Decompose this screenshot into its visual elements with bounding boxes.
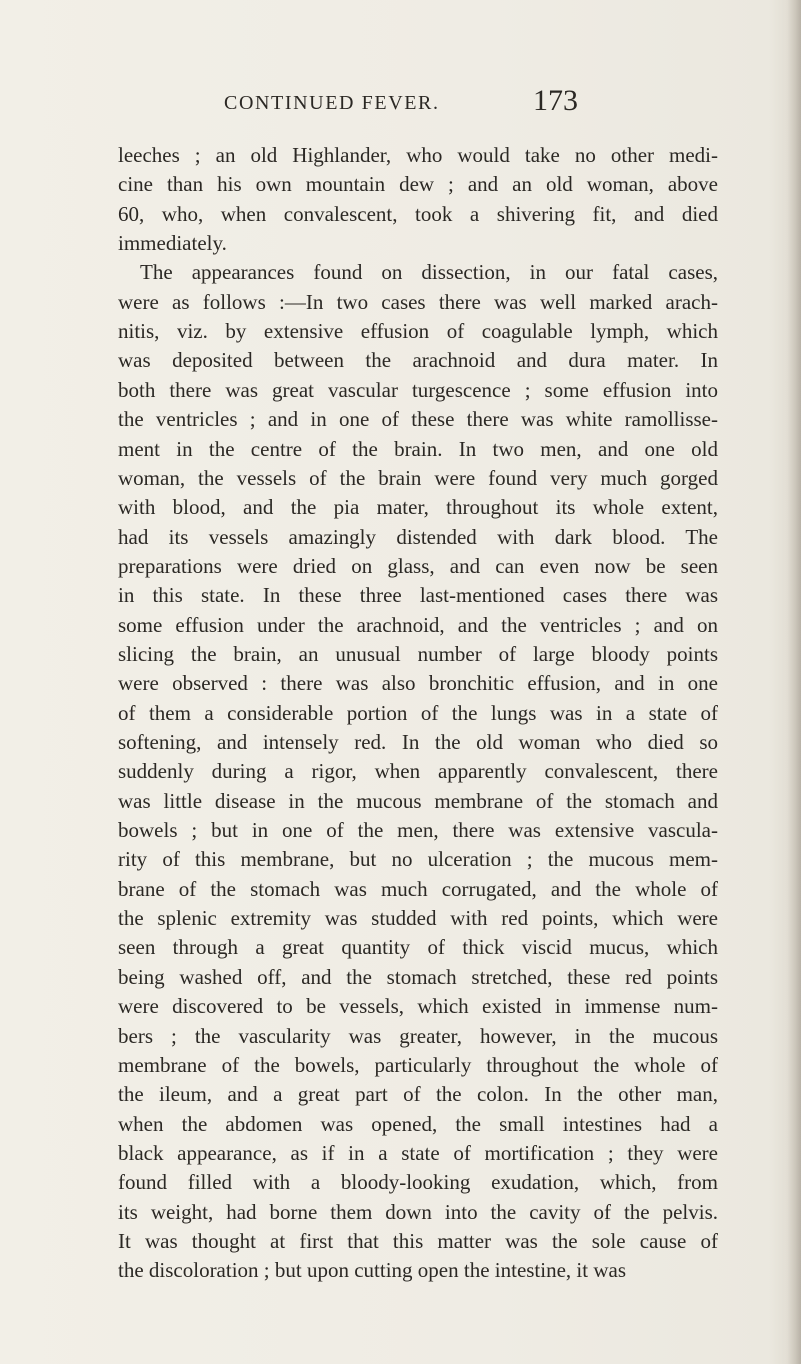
text-line: bers ; the vascularity was greater, however, in the mucous bbox=[118, 1023, 718, 1048]
text-line: The appearances found on dissection, in our fatal cases, bbox=[140, 260, 718, 285]
text-line: preparations were dried on glass, and can even now be seen bbox=[118, 553, 718, 578]
text-line: found filled with a bloody-looking exudation, which, from bbox=[118, 1170, 718, 1195]
running-head bbox=[0, 80, 801, 124]
text-line: was little disease in the mucous membrane of the stomach and bbox=[118, 788, 718, 813]
page-edge-shadow bbox=[787, 0, 801, 1364]
text-line: with blood, and the pia mater, throughout its whole extent, bbox=[118, 495, 718, 520]
page-number: 173 bbox=[533, 84, 578, 117]
text-line: the discoloration ; but upon cutting open the intestine, it was bbox=[118, 1258, 626, 1283]
text-line: brane of the stomach was much corrugated, and the whole of bbox=[118, 876, 718, 901]
text-line: the ileum, and a great part of the colon. In the other man, bbox=[118, 1082, 718, 1107]
text-line: 60, who, when convalescent, took a shivering fit, and died bbox=[118, 201, 718, 226]
text-line: in this state. In these three last-mentioned cases there was bbox=[118, 583, 718, 608]
text-line: slicing the brain, an unusual number of large bloody points bbox=[118, 641, 718, 666]
running-title: CONTINUED FEVER. bbox=[224, 92, 440, 114]
text-line: rity of this membrane, but no ulceration ; the mucous mem- bbox=[118, 847, 718, 872]
text-line: the ventricles ; and in one of these there was white ramollisse- bbox=[118, 407, 718, 432]
text-line: softening, and intensely red. In the old woman who died so bbox=[118, 730, 718, 754]
text-line: membrane of the bowels, particularly throughout the whole of bbox=[118, 1052, 718, 1077]
text-line: black appearance, as if in a state of mortification ; they were bbox=[118, 1140, 718, 1165]
text-line: immediately. bbox=[118, 231, 227, 256]
text-line: the splenic extremity was studded with red points, which were bbox=[118, 906, 718, 931]
text-line: were as follows :—In two cases there was well marked arach- bbox=[118, 289, 718, 314]
text-line: being washed off, and the stomach stretched, these red points bbox=[118, 964, 718, 989]
text-line: suddenly during a rigor, when apparently convalescent, there bbox=[118, 759, 718, 784]
text-line: were discovered to be vessels, which existed in immense num- bbox=[118, 994, 718, 1019]
text-line: when the abdomen was opened, the small intestines had a bbox=[118, 1111, 718, 1136]
text-line: seen through a great quantity of thick viscid mucus, which bbox=[118, 935, 718, 960]
text-line: leeches ; an old Highlander, who would take no other medi- bbox=[118, 143, 718, 167]
text-line: bowels ; but in one of the men, there was extensive vascula- bbox=[118, 818, 718, 843]
text-line: It was thought at first that this matter was the sole cause of bbox=[118, 1228, 718, 1253]
text-line: were observed : there was also bronchitic effusion, and in one bbox=[118, 671, 718, 696]
text-line: cine than his own mountain dew ; and an old woman, above bbox=[118, 172, 718, 197]
text-line: of them a considerable portion of the lungs was in a state of bbox=[118, 700, 718, 725]
text-line: both there was great vascular turgescence ; some effusion into bbox=[118, 377, 718, 402]
text-line: woman, the vessels of the brain were found very much gorged bbox=[118, 465, 718, 490]
text-line: some effusion under the arachnoid, and the ventricles ; and on bbox=[118, 612, 718, 637]
text-line: nitis, viz. by extensive effusion of coagulable lymph, which bbox=[118, 319, 718, 344]
text-line: was deposited between the arachnoid and dura mater. In bbox=[118, 348, 718, 373]
text-line: had its vessels amazingly distended with dark blood. The bbox=[118, 524, 718, 549]
text-line: its weight, had borne them down into the cavity of the pelvis. bbox=[118, 1199, 718, 1224]
text-line: ment in the centre of the brain. In two men, and one old bbox=[118, 436, 718, 461]
